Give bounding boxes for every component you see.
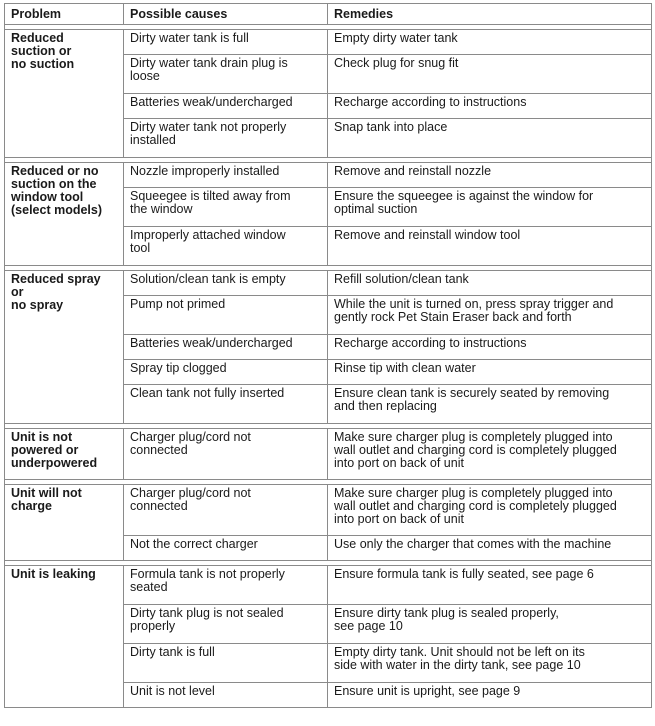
cause-cell: Charger plug/cord not connected — [124, 429, 328, 480]
remedy-cell: While the unit is turned on, press spray trigger and gently rock Pet Stain Eraser back and forth — [328, 296, 652, 335]
table-row — [5, 485, 652, 536]
problem-cell: Unit is leaking — [5, 566, 124, 708]
header-problem: Problem — [5, 4, 124, 25]
cause-cell: Dirty water tank is full — [124, 30, 328, 55]
cause-cell: Formula tank is not properly seated — [124, 566, 328, 605]
remedy-cell: Use only the charger that comes with the machine — [328, 536, 652, 561]
problem-cell: Reduced or no suction on the window tool (select models) — [5, 163, 124, 266]
problem-cell: Reduced spray or no spray — [5, 271, 124, 424]
cause-cell: Pump not primed — [124, 296, 328, 335]
table-row — [5, 271, 652, 296]
remedy-cell: Snap tank into place — [328, 119, 652, 158]
remedy-cell: Make sure charger plug is completely plugged into wall outlet and charging cord is completely plugged into port on back of unit — [328, 429, 652, 480]
remedy-cell: Remove and reinstall window tool — [328, 227, 652, 266]
cause-cell: Unit is not level — [124, 683, 328, 708]
cause-cell: Improperly attached window tool — [124, 227, 328, 266]
cause-cell: Dirty tank is full — [124, 644, 328, 683]
remedy-cell: Ensure dirty tank plug is sealed properly, see page 10 — [328, 605, 652, 644]
header-remedies: Remedies — [328, 4, 652, 25]
cause-cell: Solution/clean tank is empty — [124, 271, 328, 296]
cause-cell: Nozzle improperly installed — [124, 163, 328, 188]
remedy-cell: Refill solution/clean tank — [328, 271, 652, 296]
remedy-cell: Ensure unit is upright, see page 9 — [328, 683, 652, 708]
remedy-cell: Make sure charger plug is completely plugged into wall outlet and charging cord is completely plugged into port on back of unit — [328, 485, 652, 536]
problem-cell: Unit is not powered or underpowered — [5, 429, 124, 480]
cause-cell: Batteries weak/undercharged — [124, 335, 328, 360]
cause-cell: Clean tank not fully inserted — [124, 385, 328, 424]
remedy-cell: Empty dirty tank. Unit should not be left on its side with water in the dirty tank, see page 10 — [328, 644, 652, 683]
cause-cell: Squeegee is tilted away from the window — [124, 188, 328, 227]
table-row — [5, 566, 652, 605]
remedy-cell: Check plug for snug fit — [328, 55, 652, 94]
table-row — [5, 429, 652, 480]
remedy-cell: Ensure formula tank is fully seated, see page 6 — [328, 566, 652, 605]
remedy-cell: Ensure the squeegee is against the window for optimal suction — [328, 188, 652, 227]
remedy-cell: Recharge according to instructions — [328, 94, 652, 119]
cause-cell: Dirty water tank not properly installed — [124, 119, 328, 158]
remedy-cell: Rinse tip with clean water — [328, 360, 652, 385]
header-causes: Possible causes — [124, 4, 328, 25]
remedy-cell: Ensure clean tank is securely seated by removing and then replacing — [328, 385, 652, 424]
cause-cell: Dirty tank plug is not sealed properly — [124, 605, 328, 644]
problem-cell: Unit will not charge — [5, 485, 124, 561]
cause-cell: Spray tip clogged — [124, 360, 328, 385]
problem-cell: Reduced suction or no suction — [5, 30, 124, 158]
table-body — [5, 25, 652, 708]
cause-cell: Batteries weak/undercharged — [124, 94, 328, 119]
table-row — [5, 30, 652, 55]
table-row — [5, 163, 652, 188]
cause-cell: Dirty water tank drain plug is loose — [124, 55, 328, 94]
remedy-cell: Recharge according to instructions — [328, 335, 652, 360]
remedy-cell: Empty dirty water tank — [328, 30, 652, 55]
remedy-cell: Remove and reinstall nozzle — [328, 163, 652, 188]
troubleshooting-table — [4, 3, 652, 708]
header-row — [5, 4, 652, 25]
cause-cell: Charger plug/cord not connected — [124, 485, 328, 536]
cause-cell: Not the correct charger — [124, 536, 328, 561]
